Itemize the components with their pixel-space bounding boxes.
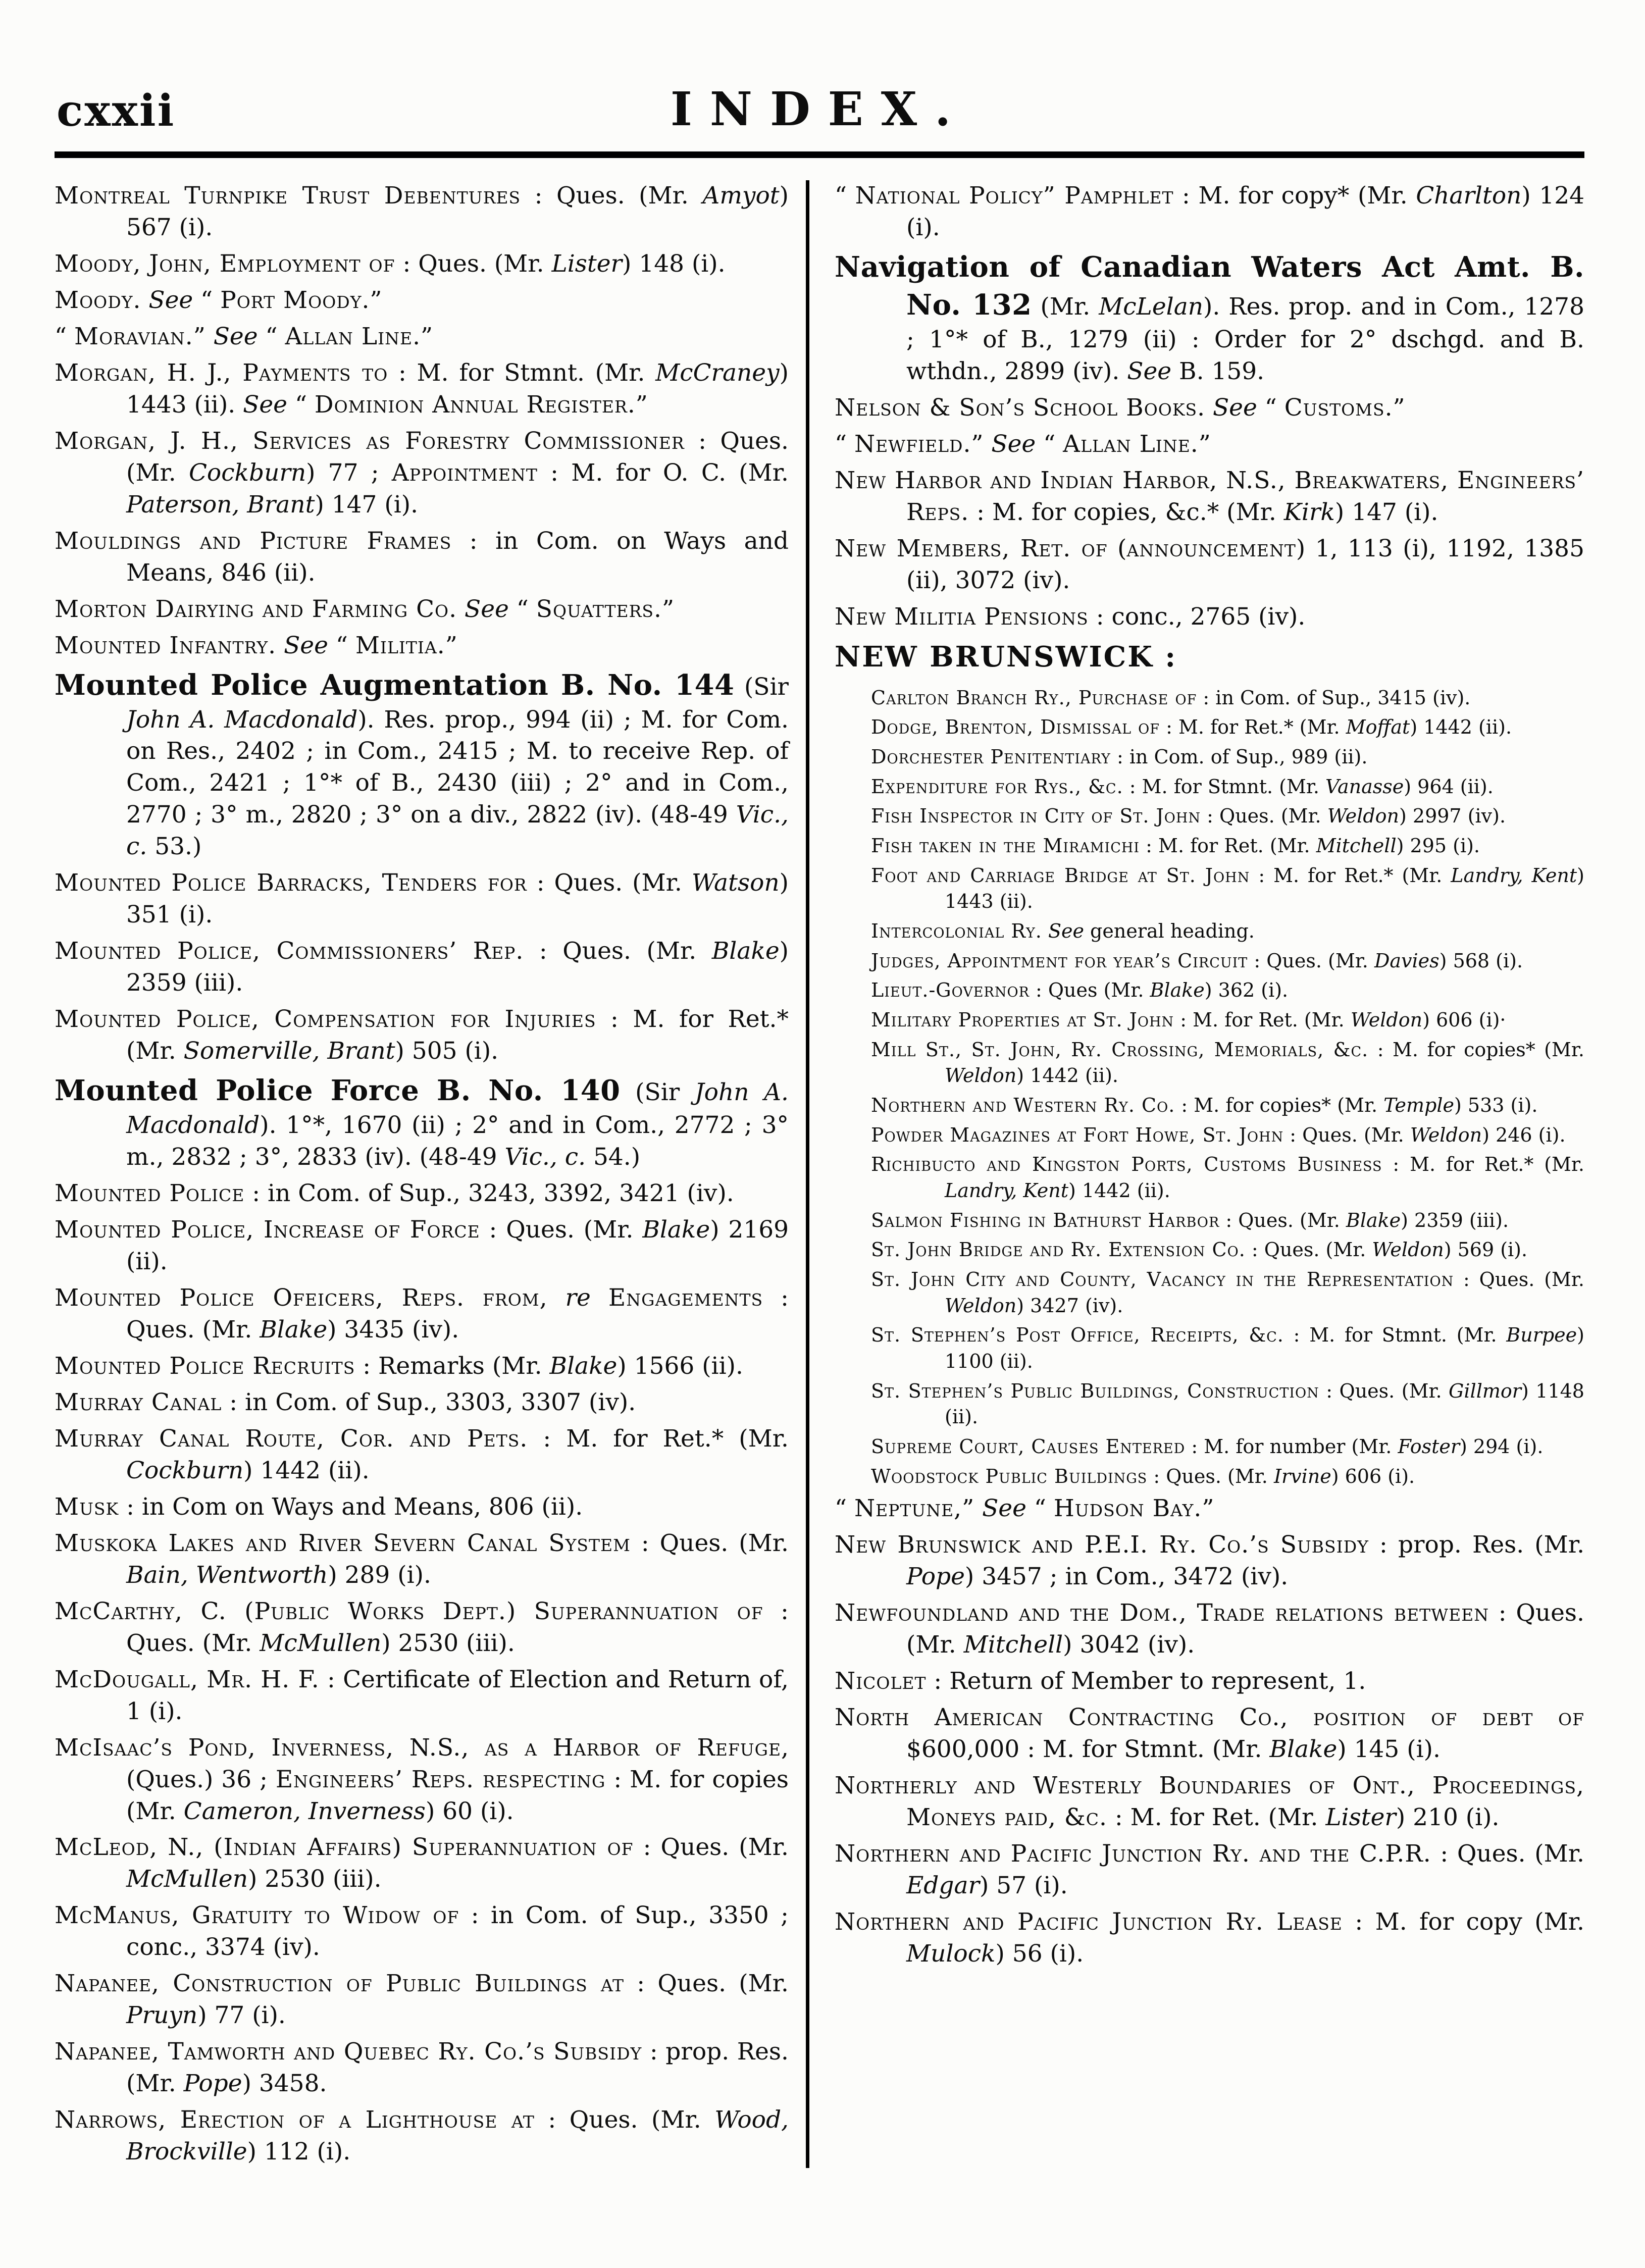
index-entry: Mounted Police, Increase of Force : Ques. (Mr. Blake) 2169 (ii). — [55, 1216, 789, 1275]
index-entry: Mounted Police, Compensation for Injuries : M. for Ret.* (Mr. Somerville, Brant) 505 (i). — [55, 1005, 789, 1065]
index-entry: “ Moravian.” See “ Allan Line.” — [55, 322, 434, 350]
index-entry: St. Stephen’s Public Buildings, Construction : Ques. (Mr. Gillmor) 1148 (ii). — [871, 1379, 1584, 1428]
header-rule — [55, 151, 1584, 158]
index-entry: McCarthy, C. (Public Works Dept.) Superannuation of : Ques. (Mr. McMullen) 2530 (iii). — [55, 1597, 789, 1657]
index-entry: Mounted Police Augmentation B. No. 144 (Sir John A. Macdonald). Res. prop., 994 (ii) ; M. for Com. on Res., 2402 ; in Com., 2415 ; M. to receive Rep. of Com., 2421 ; 1°* of B., 2430 (iii) ; 2° and in Com., 2770 ; 3° m., 2820 ; 3° on a div., 2822 (iv). (48-49 Vic., c. 53.) — [55, 668, 789, 861]
index-entry: North American Contracting Co., position of debt of $600,000 : M. for Stmnt. (Mr. Blake) 145 (i). — [835, 1704, 1584, 1764]
page-title: INDEX. — [670, 82, 969, 136]
index-entry: St. John Bridge and Ry. Extension Co. : Ques. (Mr. Weldon) 569 (i). — [871, 1239, 1528, 1261]
index-entry: McIsaac’s Pond, Inverness, N.S., as a Harbor of Refuge, (Ques.) 36 ; Engineers’ Reps. respecting : M. for copies (Mr. Cameron, Inverness) 60 (i). — [55, 1733, 789, 1825]
index-entry: Northerly and Westerly Boundaries of Ont., Proceedings, Moneys paid, &c. : M. for Ret. (Mr. Lister) 210 (i). — [835, 1772, 1584, 1832]
index-entry: Judges, Appointment for year’s Circuit : Ques. (Mr. Davies) 568 (i). — [871, 949, 1523, 972]
index-entry: Intercolonial Ry. See general heading. — [871, 919, 1255, 942]
index-entry: Military Properties at St. John : M. for Ret. (Mr. Weldon) 606 (i)· — [871, 1008, 1506, 1031]
index-entry: Mounted Police Barracks, Tenders for : Ques. (Mr. Watson) 351 (i). — [55, 869, 789, 929]
index-entry: Murray Canal : in Com. of Sup., 3303, 3307 (iv). — [55, 1388, 636, 1416]
index-entry: St. Stephen’s Post Office, Receipts, &c. : M. for Stmnt. (Mr. Burpee) 1100 (ii). — [871, 1324, 1584, 1373]
index-entry: Moody. See “ Port Moody.” — [55, 286, 383, 314]
page-header — [55, 61, 1584, 136]
index-entry: “ National Policy” Pamphlet : M. for copy* (Mr. Charlton) 124 (i). — [835, 182, 1585, 241]
index-entry: Dorchester Penitentiary : in Com. of Sup., 989 (ii). — [871, 745, 1368, 768]
index-entry: New Militia Pensions : conc., 2765 (iv). — [835, 602, 1306, 631]
index-entry: McDougall, Mr. H. F. : Certificate of Election and Return of, 1 (i). — [55, 1665, 789, 1725]
index-entry: Carlton Branch Ry., Purchase of : in Com. of Sup., 3415 (iv). — [871, 686, 1471, 709]
index-entry: Navigation of Canadian Waters Act Amt. B. No. 132 (Mr. McLelan). Res. prop. and in Com., 1278 ; 1°* of B., 1279 (ii) : Order for 2° dschgd. and B. wthdn., 2899 (iv). See B. 159. — [835, 250, 1584, 385]
index-entry: Nicolet : Return of Member to represent, 1. — [835, 1667, 1366, 1695]
index-entry: Murray Canal Route, Cor. and Pets. : M. for Ret.* (Mr. Cockburn) 1442 (ii). — [55, 1424, 789, 1484]
index-entry: Supreme Court, Causes Entered : M. for number (Mr. Foster) 294 (i). — [871, 1435, 1544, 1458]
index-entry: Nelson & Son’s School Books. See “ Customs.” — [835, 393, 1406, 422]
index-entry: Montreal Turnpike Trust Debentures : Ques. (Mr. Amyot) 567 (i). — [55, 182, 789, 241]
index-entry: New Harbor and Indian Harbor, N.S., Breakwaters, Engineers’ Reps. : M. for copies, &c.* (Mr. Kirk) 147 (i). — [835, 466, 1584, 526]
index-entry: Newfoundland and the Dom., Trade relations between : Ques. (Mr. Mitchell) 3042 (iv). — [835, 1599, 1584, 1659]
index-entry: Narrows, Erection of a Lighthouse at : Ques. (Mr. Wood, Brockville) 112 (i). — [55, 2106, 789, 2166]
index-entry: Moody, John, Employment of : Ques. (Mr. Lister) 148 (i). — [55, 249, 726, 278]
index-entry: Northern and Pacific Junction Ry. Lease : M. for copy (Mr. Mulock) 56 (i). — [835, 1908, 1584, 1968]
index-entry: Dodge, Brenton, Dismissal of : M. for Ret.* (Mr. Moffat) 1442 (ii). — [871, 716, 1512, 739]
index-entry: Lieut.-Governor : Ques (Mr. Blake) 362 (i). — [871, 979, 1289, 1002]
index-entry: Woodstock Public Buildings : Ques. (Mr. Irvine) 606 (i). — [871, 1465, 1415, 1487]
index-entry: Mounted Infantry. See “ Militia.” — [55, 631, 458, 659]
index-entry: Mounted Police Recruits : Remarks (Mr. Blake) 1566 (ii). — [55, 1352, 743, 1380]
index-entry: Mouldings and Picture Frames : in Com. on Ways and Means, 846 (ii). — [55, 527, 789, 587]
index-entry: Mounted Police Force B. No. 140 (Sir John A. Macdonald). 1°*, 1670 (ii) ; 2° and in Com., 2772 ; 3° m., 2832 ; 3°, 2833 (iv). (48-49 Vic., c. 54.) — [55, 1074, 789, 1171]
index-entry: New Brunswick and P.E.I. Ry. Co.’s Subsidy : prop. Res. (Mr. Pope) 3457 ; in Com., 3472 (iv). — [835, 1531, 1585, 1591]
index-entry: St. John City and County, Vacancy in the Representation : Ques. (Mr. Weldon) 3427 (iv). — [871, 1268, 1584, 1317]
index-entry: Napanee, Construction of Public Buildings at : Ques. (Mr. Pruyn) 77 (i). — [55, 1970, 789, 2030]
index-entry: McLeod, N., (Indian Affairs) Superannuation of : Ques. (Mr. McMullen) 2530 (iii). — [55, 1833, 789, 1893]
index-entry: Musk : in Com on Ways and Means, 806 (ii). — [55, 1492, 583, 1521]
index-entry: Northern and Western Ry. Co. : M. for copies* (Mr. Temple) 533 (i). — [871, 1094, 1538, 1116]
index-entry: Fish Inspector in City of St. John : Ques. (Mr. Weldon) 2997 (iv). — [871, 805, 1506, 828]
index-entry: “ Newfield.” See “ Allan Line.” — [835, 430, 1211, 458]
index-entry: Mill St., St. John, Ry. Crossing, Memorials, &c. : M. for copies* (Mr. Weldon) 1442 (ii). — [871, 1038, 1584, 1087]
left-column — [55, 180, 806, 2168]
index-entry: Expenditure for Rys., &c. : M. for Stmnt. (Mr. Vanasse) 964 (ii). — [871, 775, 1494, 798]
index-entry: Richibucto and Kingston Ports, Customs Business : M. for Ret.* (Mr. Landry, Kent) 1442 (ii). — [871, 1153, 1584, 1202]
section-header: NEW BRUNSWICK : — [835, 640, 1177, 674]
index-entry: Salmon Fishing in Bathurst Harbor : Ques. (Mr. Blake) 2359 (iii). — [871, 1209, 1509, 1231]
index-entry: Morgan, H. J., Payments to : M. for Stmnt. (Mr. McCraney) 1443 (ii). See “ Dominion Annual Register.” — [55, 358, 789, 419]
index-entry: Napanee, Tamworth and Quebec Ry. Co.’s Subsidy : prop. Res. (Mr. Pope) 3458. — [55, 2038, 789, 2098]
index-entry: Mounted Police : in Com. of Sup., 3243, 3392, 3421 (iv). — [55, 1179, 734, 1208]
index-entry: Powder Magazines at Fort Howe, St. John : Ques. (Mr. Weldon) 246 (i). — [871, 1123, 1566, 1146]
index-entry: Fish taken in the Miramichi : M. for Ret. (Mr. Mitchell) 295 (i). — [871, 834, 1480, 857]
index-entry: New Members, Ret. of (announcement) 1, 113 (i), 1192, 1385 (ii), 3072 (iv). — [835, 534, 1584, 594]
index-columns — [55, 180, 1584, 2168]
index-entry: Muskoka Lakes and River Severn Canal System : Ques. (Mr. Bain, Wentworth) 289 (i). — [55, 1529, 789, 1589]
index-entry: Mounted Police Ofeicers, Reps. from, re Engagements : Ques. (Mr. Blake) 3435 (iv). — [55, 1283, 789, 1344]
page-number: cxxii — [57, 85, 176, 136]
index-entry: Foot and Carriage Bridge at St. John : M. for Ret.* (Mr. Landry, Kent) 1443 (ii). — [871, 864, 1584, 913]
index-entry: Mounted Police, Commissioners’ Rep. : Ques. (Mr. Blake) 2359 (iii). — [55, 937, 789, 997]
index-entry: Morton Dairying and Farming Co. See “ Squatters.” — [55, 595, 675, 623]
right-column — [806, 180, 1584, 2168]
index-entry: “ Neptune,” See “ Hudson Bay.” — [835, 1494, 1215, 1523]
index-entry: Northern and Pacific Junction Ry. and the C.P.R. : Ques. (Mr. Edgar) 57 (i). — [835, 1840, 1584, 1900]
index-entry: McManus, Gratuity to Widow of : in Com. of Sup., 3350 ; conc., 3374 (iv). — [55, 1901, 789, 1962]
index-entry: Morgan, J. H., Services as Forestry Commissioner : Ques. (Mr. Cockburn) 77 ; Appointment : M. for O. C. (Mr. Paterson, Brant) 147 (i). — [55, 427, 789, 519]
